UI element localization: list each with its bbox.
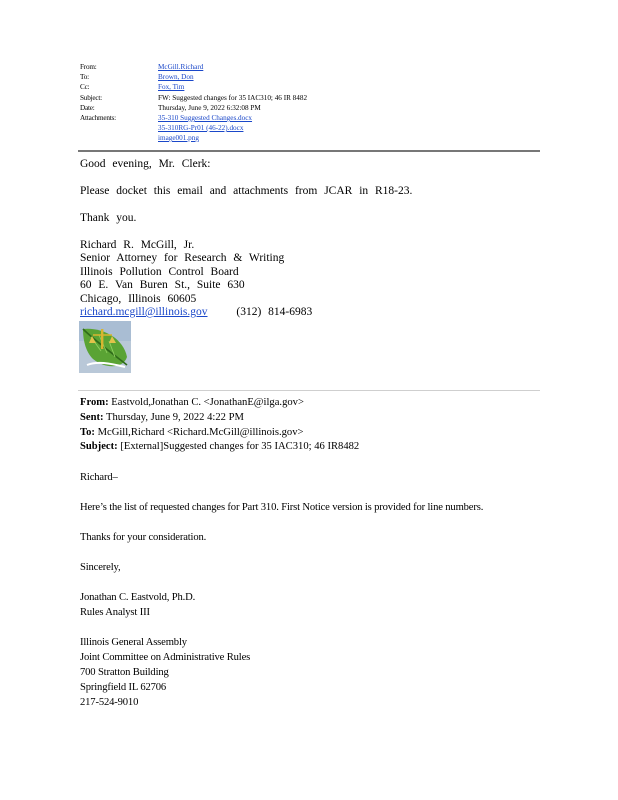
fwd-address-line: Springfield IL 62706 (80, 682, 167, 693)
fwd-subject-value: [External]Suggested changes for 35 IAC310; 46 IR8482 (120, 441, 360, 453)
to-label: To: (80, 73, 89, 82)
thank-you: Thank you. (80, 212, 137, 224)
header-to-row (80, 72, 540, 82)
board-logo-icon (79, 321, 131, 373)
header-cc-row (80, 82, 540, 92)
forwarded-header (80, 396, 359, 455)
cc-value-link[interactable]: Fox, Tim (158, 83, 185, 92)
fwd-body: Here’s the list of requested changes for Part 310. First Notice version is provided for line numbers. (80, 502, 484, 513)
date-value: Thursday, June 9, 2022 6:32:08 PM (158, 103, 261, 112)
fwd-from-row (80, 396, 359, 411)
fwd-to-row (80, 426, 359, 441)
fwd-salutation: Richard– (80, 472, 118, 483)
signature-org: Illinois Pollution Control Board (80, 265, 239, 278)
fwd-thanks: Thanks for your consideration. (80, 532, 207, 543)
fwd-to-value: McGill,Richard <Richard.McGill@illinois.gov> (97, 426, 304, 438)
email-header (80, 62, 540, 143)
fwd-closing: Sincerely, (80, 562, 121, 573)
fwd-sent-value: Thursday, June 9, 2022 4:22 PM (106, 411, 244, 423)
fwd-sent-row (80, 411, 359, 426)
signature-phone: (312) 814-6983 (236, 306, 313, 319)
signature-contact (80, 306, 312, 319)
signature-title: Senior Attorney for Research & Writing (80, 252, 285, 265)
signature-street: 60 E. Van Buren St., Suite 630 (80, 279, 245, 292)
fwd-address-line: 700 Stratton Building (80, 667, 169, 678)
fwd-signature (80, 590, 195, 620)
subject-label: Subject: (80, 93, 102, 102)
signature-city: Chicago, Illinois 60605 (80, 292, 197, 305)
fwd-from-value: Eastvold,Jonathan C. <JonathanE@ilga.gov> (111, 397, 304, 408)
fwd-from-label: From: (80, 397, 109, 408)
subject-value: FW: Suggested changes for 35 IAC310; 46 IR 8482 (158, 93, 308, 102)
header-from-row (80, 62, 540, 72)
attachment-link[interactable]: 35-310RG-Pr01 (46-22).docx (158, 124, 244, 133)
signature-name: Richard R. McGill, Jr. (80, 239, 195, 251)
attachments-list (158, 113, 540, 143)
signature-block (80, 239, 312, 319)
attachment-link[interactable]: image001.png (158, 134, 199, 143)
fwd-signature-title: Rules Analyst III (80, 607, 150, 618)
header-attachments-row (80, 113, 540, 143)
cc-label: Cc: (80, 83, 90, 92)
header-divider (78, 150, 540, 152)
docket-request: Please docket this email and attachments from JCAR in R18-23. (80, 185, 413, 197)
fwd-sent-label: Sent: (80, 411, 104, 423)
fwd-address-line: Illinois General Assembly (80, 637, 187, 648)
greeting: Good evening, Mr. Clerk: (80, 158, 211, 170)
forward-divider (78, 390, 540, 391)
header-date-row (80, 103, 540, 113)
attachment-link[interactable]: 35-310 Suggested Changes.docx (158, 114, 253, 123)
fwd-subject-row (80, 440, 359, 455)
fwd-signature-name: Jonathan C. Eastvold, Ph.D. (80, 592, 196, 603)
from-label: From: (80, 63, 97, 71)
signature-email-link[interactable]: richard.mcgill@illinois.gov (80, 306, 208, 319)
fwd-address-block (80, 635, 250, 710)
fwd-subject-label: Subject: (80, 441, 118, 453)
fwd-phone: 217-524-9010 (80, 697, 139, 708)
fwd-to-label: To: (80, 426, 95, 438)
from-value-link[interactable]: McGill.Richard (158, 63, 204, 71)
fwd-address-line: Joint Committee on Administrative Rules (80, 652, 251, 663)
to-value-link[interactable]: Brown, Don (158, 73, 194, 82)
date-label: Date: (80, 103, 95, 112)
attachments-label: Attachments: (80, 114, 116, 123)
header-subject-row (80, 93, 540, 103)
